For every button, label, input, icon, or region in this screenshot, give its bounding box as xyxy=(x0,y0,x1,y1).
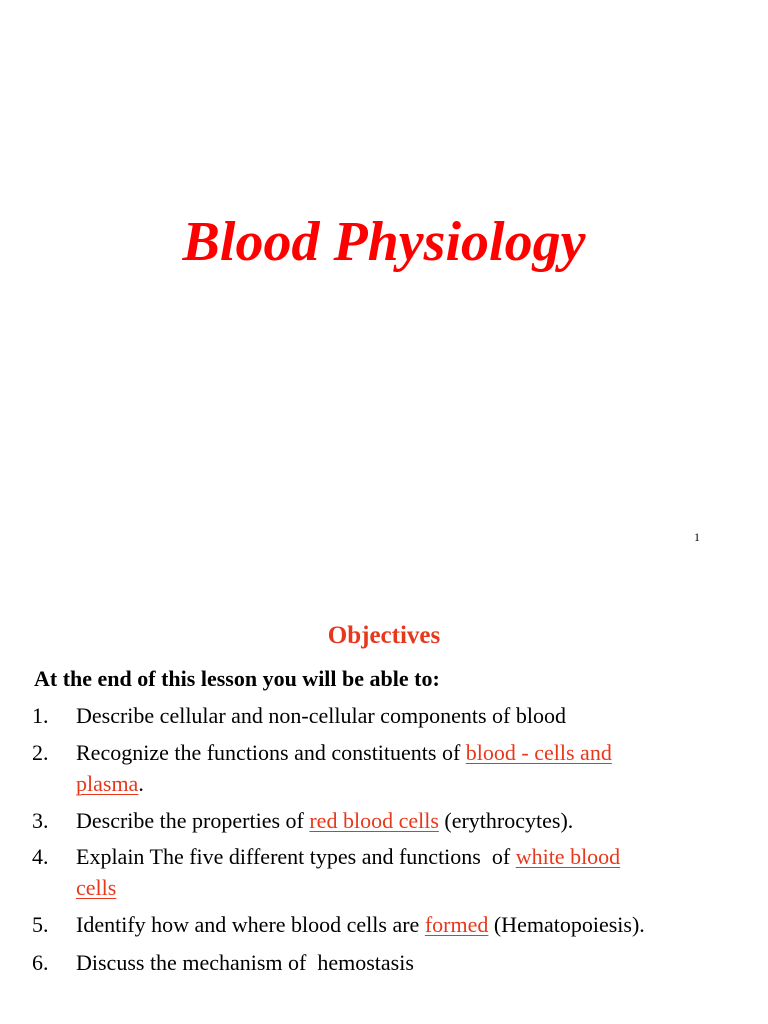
objective-text-part: (erythrocytes). xyxy=(438,808,574,833)
objective-text xyxy=(76,909,736,940)
link-cells[interactable]: cells xyxy=(76,875,117,900)
objective-number: 2. xyxy=(32,740,49,765)
objective-number: 5. xyxy=(32,912,49,937)
slide-title: Blood Physiology xyxy=(182,211,586,273)
objective-text xyxy=(76,737,736,799)
link-formed[interactable]: formed xyxy=(424,912,489,937)
objective-number: 3. xyxy=(32,808,49,833)
objective-text-part: (Hematopoiesis). xyxy=(488,912,645,937)
objectives-heading: Objectives xyxy=(327,622,441,649)
objective-number: 6. xyxy=(32,950,49,975)
objectives-intro: At the end of this lesson you will be able to: xyxy=(34,666,440,691)
objective-text xyxy=(76,700,736,731)
objective-text-part: Discuss the mechanism of hemostasis xyxy=(76,950,414,975)
objective-text-part: . xyxy=(138,771,144,796)
objective-number: 1. xyxy=(32,703,49,728)
objective-text-part: Describe the properties of xyxy=(76,808,310,833)
objective-text xyxy=(76,841,736,903)
objectives-slide xyxy=(0,580,768,1024)
objective-text-part: Recognize the functions and constituents of xyxy=(76,740,466,765)
objective-text xyxy=(76,947,736,978)
link-plasma[interactable]: plasma xyxy=(76,771,139,796)
objective-number: 4. xyxy=(32,844,49,869)
link-red-blood-cells[interactable]: red blood cells xyxy=(309,808,439,833)
link-blood-cells-and-plasma[interactable]: blood - cells and xyxy=(465,740,612,765)
objective-text-part: Describe cellular and non-cellular components of blood xyxy=(76,703,566,728)
objective-text-part: Explain The five different types and functions of xyxy=(76,844,516,869)
link-white-blood-cells[interactable]: white blood xyxy=(515,844,621,869)
objective-text-part: Identify how and where blood cells are xyxy=(76,912,425,937)
objective-text xyxy=(76,805,736,836)
page-number: 1 xyxy=(694,530,700,544)
